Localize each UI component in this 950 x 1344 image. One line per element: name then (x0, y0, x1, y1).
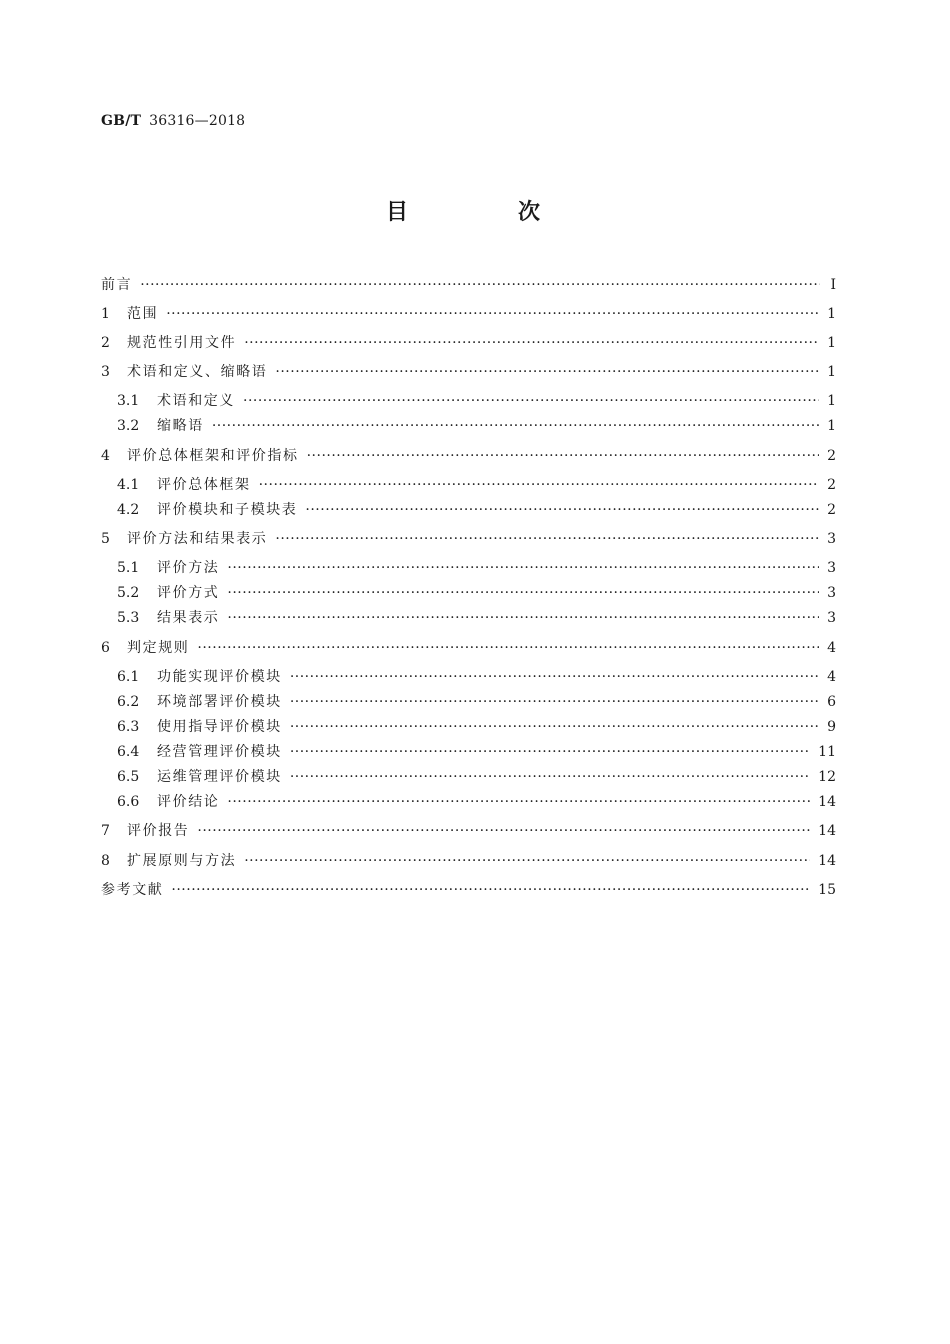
toc-entry-number: 5.3 (117, 610, 140, 626)
toc-entry-label: 经营管理评价模块 (157, 744, 282, 760)
toc-entry-number: 3 (101, 364, 110, 380)
toc-entry-page: 15 (818, 882, 836, 898)
toc-entry-label: 范围 (127, 306, 159, 322)
toc-entry-page: 2 (827, 477, 836, 493)
toc-entry-label: 参考文献 (101, 882, 164, 898)
page-title: 目 次 (385, 200, 584, 225)
toc-entry-page: 3 (827, 560, 836, 576)
toc-leader (290, 666, 819, 688)
toc-entry-page: 11 (818, 744, 836, 760)
toc-entry-number: 5.1 (117, 560, 140, 576)
toc-entry-page: 9 (827, 719, 836, 735)
standard-prefix: GB/T (101, 113, 142, 129)
toc-leader (227, 791, 810, 813)
toc-leader (290, 766, 810, 788)
toc-entry-number: 5.2 (117, 585, 140, 601)
toc-entry-3-2[interactable] (117, 415, 836, 437)
toc-entry-label: 评价模块和子模块表 (157, 502, 298, 518)
toc-entry-label: 判定规则 (127, 640, 190, 656)
toc-entry-page: 6 (827, 694, 836, 710)
toc-leader (290, 741, 810, 763)
toc-entry-label: 规范性引用文件 (127, 335, 237, 351)
toc-entry-page: 12 (818, 769, 836, 785)
table-of-contents (101, 0, 836, 1344)
toc-leader (244, 850, 810, 872)
toc-entry-6-4[interactable] (117, 741, 836, 763)
toc-entry-page: 1 (827, 306, 836, 322)
toc-entry-4[interactable] (101, 445, 836, 467)
toc-entry-3-1[interactable] (117, 390, 836, 412)
toc-entry-8[interactable] (101, 850, 836, 872)
toc-entry-number: 4.1 (117, 477, 140, 493)
toc-entry-number: 5 (101, 531, 110, 547)
toc-entry-page: 1 (827, 364, 836, 380)
toc-entry-page: Ⅰ (830, 277, 836, 293)
toc-entry-bibliography[interactable] (101, 879, 836, 901)
toc-entry-page: 4 (827, 669, 836, 685)
toc-entry-label: 扩展原则与方法 (127, 853, 237, 869)
toc-entry-number: 6.3 (117, 719, 140, 735)
toc-entry-page: 14 (818, 794, 836, 810)
toc-entry-7[interactable] (101, 820, 836, 842)
toc-entry-page: 3 (827, 531, 836, 547)
toc-entry-foreword[interactable] (101, 274, 836, 296)
toc-entry-page: 14 (818, 853, 836, 869)
toc-entry-page: 4 (827, 640, 836, 656)
toc-entry-6-1[interactable] (117, 666, 836, 688)
toc-entry-6-3[interactable] (117, 716, 836, 738)
toc-entry-page: 2 (827, 502, 836, 518)
toc-leader (305, 499, 819, 521)
toc-entry-label: 评价结论 (157, 794, 220, 810)
toc-entry-label: 使用指导评价模块 (157, 719, 282, 735)
toc-entry-6-6[interactable] (117, 791, 836, 813)
toc-leader (140, 274, 820, 296)
toc-leader (166, 303, 819, 325)
toc-entry-6-2[interactable] (117, 691, 836, 713)
toc-entry-label: 评价方法 (157, 560, 220, 576)
standard-number: 36316—2018 (149, 113, 246, 129)
toc-entry-5[interactable] (101, 528, 836, 550)
toc-leader (275, 528, 819, 550)
toc-leader (227, 582, 819, 604)
toc-entry-2[interactable] (101, 332, 836, 354)
toc-entry-4-2[interactable] (117, 499, 836, 521)
toc-leader (259, 474, 819, 496)
toc-entry-page: 3 (827, 610, 836, 626)
toc-leader (197, 637, 819, 659)
toc-entry-label: 前言 (101, 277, 133, 293)
toc-entry-label: 环境部署评价模块 (157, 694, 282, 710)
toc-entry-number: 3.2 (117, 418, 140, 434)
toc-entry-label: 结果表示 (157, 610, 220, 626)
toc-entry-label: 评价方式 (157, 585, 220, 601)
toc-leader (290, 691, 819, 713)
toc-entry-label: 功能实现评价模块 (157, 669, 282, 685)
toc-entry-number: 1 (101, 306, 110, 322)
toc-leader (197, 820, 810, 842)
toc-entry-5-1[interactable] (117, 557, 836, 579)
toc-entry-label: 评价方法和结果表示 (127, 531, 268, 547)
toc-entry-6[interactable] (101, 637, 836, 659)
toc-entry-label: 运维管理评价模块 (157, 769, 282, 785)
toc-entry-3[interactable] (101, 361, 836, 383)
toc-leader (290, 716, 819, 738)
toc-entry-number: 6 (101, 640, 110, 656)
toc-entry-1[interactable] (101, 303, 836, 325)
toc-entry-label: 评价总体框架和评价指标 (127, 448, 299, 464)
toc-leader (227, 557, 819, 579)
toc-entry-number: 6.4 (117, 744, 140, 760)
toc-entry-4-1[interactable] (117, 474, 836, 496)
toc-entry-number: 6.6 (117, 794, 140, 810)
toc-entry-number: 8 (101, 853, 110, 869)
toc-entry-5-2[interactable] (117, 582, 836, 604)
toc-entry-label: 评价报告 (127, 823, 190, 839)
toc-leader (212, 415, 819, 437)
toc-leader (171, 879, 810, 901)
toc-entry-number: 4.2 (117, 502, 140, 518)
toc-entry-number: 7 (101, 823, 110, 839)
toc-entry-label: 术语和定义 (157, 393, 235, 409)
toc-entry-number: 6.2 (117, 694, 140, 710)
toc-entry-number: 2 (101, 335, 110, 351)
toc-leader (307, 445, 819, 467)
toc-entry-5-3[interactable] (117, 607, 836, 629)
toc-leader (227, 607, 819, 629)
toc-entry-label: 缩略语 (157, 418, 204, 434)
toc-entry-label: 评价总体框架 (157, 477, 251, 493)
toc-entry-number: 4 (101, 448, 110, 464)
toc-entry-number: 6.5 (117, 769, 140, 785)
toc-entry-page: 1 (827, 335, 836, 351)
toc-entry-page: 14 (818, 823, 836, 839)
toc-entry-page: 3 (827, 585, 836, 601)
toc-entry-number: 3.1 (117, 393, 140, 409)
toc-entry-page: 2 (827, 448, 836, 464)
toc-leader (244, 332, 819, 354)
toc-leader (243, 390, 819, 412)
toc-entry-page: 1 (827, 418, 836, 434)
toc-entry-label: 术语和定义、缩略语 (127, 364, 268, 380)
toc-entry-page: 1 (827, 393, 836, 409)
toc-leader (275, 361, 819, 383)
toc-entry-number: 6.1 (117, 669, 140, 685)
toc-entry-6-5[interactable] (117, 766, 836, 788)
